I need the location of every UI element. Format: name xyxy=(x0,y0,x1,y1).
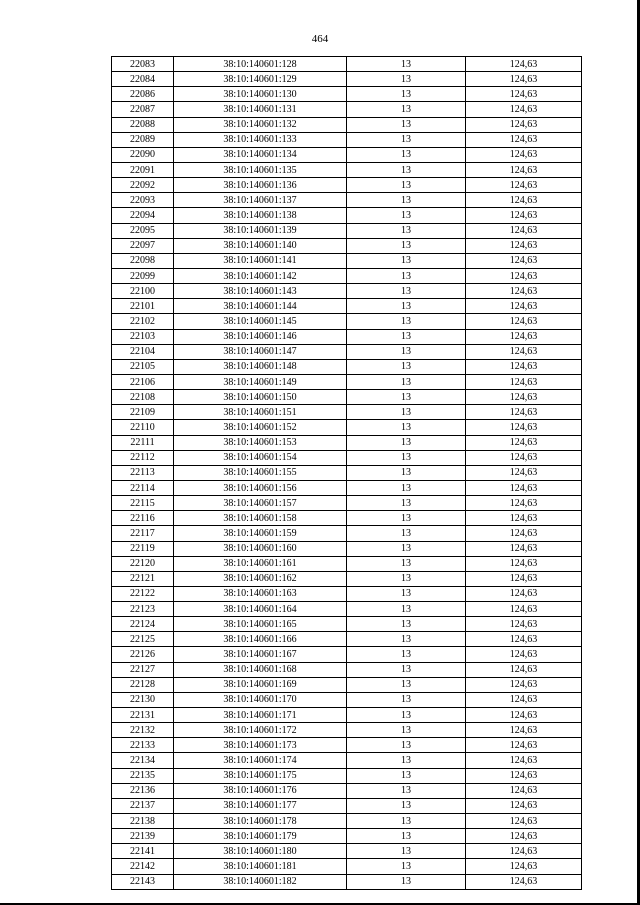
table-row xyxy=(112,874,582,889)
quantity-cell: 13 xyxy=(347,526,466,541)
table-row xyxy=(112,72,582,87)
row-number-cell: 22099 xyxy=(112,268,174,283)
value-cell: 124,63 xyxy=(466,390,582,405)
table-row xyxy=(112,723,582,738)
cadastral-number-cell: 38:10:140601:152 xyxy=(174,420,347,435)
row-number-cell: 22097 xyxy=(112,238,174,253)
row-number-cell: 22101 xyxy=(112,299,174,314)
table-row xyxy=(112,602,582,617)
value-cell: 124,63 xyxy=(466,480,582,495)
row-number-cell: 22133 xyxy=(112,738,174,753)
table-row xyxy=(112,768,582,783)
cadastral-number-cell: 38:10:140601:132 xyxy=(174,117,347,132)
value-cell: 124,63 xyxy=(466,541,582,556)
cadastral-number-cell: 38:10:140601:130 xyxy=(174,87,347,102)
cadastral-number-cell: 38:10:140601:167 xyxy=(174,647,347,662)
cadastral-number-cell: 38:10:140601:179 xyxy=(174,829,347,844)
row-number-cell: 22130 xyxy=(112,692,174,707)
value-cell: 124,63 xyxy=(466,602,582,617)
row-number-cell: 22137 xyxy=(112,798,174,813)
cadastral-number-cell: 38:10:140601:146 xyxy=(174,329,347,344)
cadastral-number-cell: 38:10:140601:180 xyxy=(174,844,347,859)
quantity-cell: 13 xyxy=(347,586,466,601)
cadastral-number-cell: 38:10:140601:174 xyxy=(174,753,347,768)
quantity-cell: 13 xyxy=(347,874,466,889)
row-number-cell: 22116 xyxy=(112,511,174,526)
table-row xyxy=(112,738,582,753)
cadastral-number-cell: 38:10:140601:153 xyxy=(174,435,347,450)
row-number-cell: 22093 xyxy=(112,193,174,208)
row-number-cell: 22095 xyxy=(112,223,174,238)
value-cell: 124,63 xyxy=(466,405,582,420)
row-number-cell: 22126 xyxy=(112,647,174,662)
row-number-cell: 22091 xyxy=(112,162,174,177)
row-number-cell: 22083 xyxy=(112,57,174,72)
row-number-cell: 22138 xyxy=(112,814,174,829)
row-number-cell: 22084 xyxy=(112,72,174,87)
value-cell: 124,63 xyxy=(466,57,582,72)
quantity-cell: 13 xyxy=(347,798,466,813)
table-row xyxy=(112,692,582,707)
table-row xyxy=(112,511,582,526)
cadastral-number-cell: 38:10:140601:156 xyxy=(174,480,347,495)
cadastral-number-cell: 38:10:140601:140 xyxy=(174,238,347,253)
quantity-cell: 13 xyxy=(347,117,466,132)
value-cell: 124,63 xyxy=(466,450,582,465)
cadastral-number-cell: 38:10:140601:147 xyxy=(174,344,347,359)
table-row xyxy=(112,253,582,268)
quantity-cell: 13 xyxy=(347,223,466,238)
cadastral-number-cell: 38:10:140601:177 xyxy=(174,798,347,813)
quantity-cell: 13 xyxy=(347,708,466,723)
quantity-cell: 13 xyxy=(347,783,466,798)
value-cell: 124,63 xyxy=(466,238,582,253)
table-row xyxy=(112,435,582,450)
quantity-cell: 13 xyxy=(347,617,466,632)
quantity-cell: 13 xyxy=(347,314,466,329)
row-number-cell: 22106 xyxy=(112,374,174,389)
value-cell: 124,63 xyxy=(466,586,582,601)
cadastral-number-cell: 38:10:140601:163 xyxy=(174,586,347,601)
value-cell: 124,63 xyxy=(466,556,582,571)
cadastral-number-cell: 38:10:140601:145 xyxy=(174,314,347,329)
value-cell: 124,63 xyxy=(466,496,582,511)
value-cell: 124,63 xyxy=(466,344,582,359)
row-number-cell: 22120 xyxy=(112,556,174,571)
table-row xyxy=(112,753,582,768)
value-cell: 124,63 xyxy=(466,662,582,677)
value-cell: 124,63 xyxy=(466,647,582,662)
quantity-cell: 13 xyxy=(347,829,466,844)
row-number-cell: 22103 xyxy=(112,329,174,344)
table-row xyxy=(112,102,582,117)
cadastral-number-cell: 38:10:140601:164 xyxy=(174,602,347,617)
parcel-table xyxy=(111,56,582,890)
table-row xyxy=(112,314,582,329)
value-cell: 124,63 xyxy=(466,72,582,87)
value-cell: 124,63 xyxy=(466,632,582,647)
value-cell: 124,63 xyxy=(466,829,582,844)
value-cell: 124,63 xyxy=(466,465,582,480)
quantity-cell: 13 xyxy=(347,72,466,87)
cadastral-number-cell: 38:10:140601:149 xyxy=(174,374,347,389)
quantity-cell: 13 xyxy=(347,162,466,177)
quantity-cell: 13 xyxy=(347,450,466,465)
row-number-cell: 22090 xyxy=(112,147,174,162)
cadastral-number-cell: 38:10:140601:129 xyxy=(174,72,347,87)
row-number-cell: 22087 xyxy=(112,102,174,117)
row-number-cell: 22098 xyxy=(112,253,174,268)
table-row xyxy=(112,480,582,495)
table-body xyxy=(112,57,582,890)
cadastral-number-cell: 38:10:140601:162 xyxy=(174,571,347,586)
row-number-cell: 22088 xyxy=(112,117,174,132)
cadastral-number-cell: 38:10:140601:168 xyxy=(174,662,347,677)
table-row xyxy=(112,526,582,541)
row-number-cell: 22141 xyxy=(112,844,174,859)
quantity-cell: 13 xyxy=(347,602,466,617)
row-number-cell: 22124 xyxy=(112,617,174,632)
table-row xyxy=(112,117,582,132)
value-cell: 124,63 xyxy=(466,571,582,586)
row-number-cell: 22100 xyxy=(112,284,174,299)
cadastral-number-cell: 38:10:140601:175 xyxy=(174,768,347,783)
quantity-cell: 13 xyxy=(347,814,466,829)
cadastral-number-cell: 38:10:140601:128 xyxy=(174,57,347,72)
value-cell: 124,63 xyxy=(466,738,582,753)
table-row xyxy=(112,450,582,465)
value-cell: 124,63 xyxy=(466,132,582,147)
row-number-cell: 22111 xyxy=(112,435,174,450)
table-row xyxy=(112,556,582,571)
cadastral-number-cell: 38:10:140601:151 xyxy=(174,405,347,420)
table-row xyxy=(112,617,582,632)
quantity-cell: 13 xyxy=(347,571,466,586)
row-number-cell: 22115 xyxy=(112,496,174,511)
cadastral-number-cell: 38:10:140601:141 xyxy=(174,253,347,268)
quantity-cell: 13 xyxy=(347,435,466,450)
value-cell: 124,63 xyxy=(466,314,582,329)
table-row xyxy=(112,268,582,283)
cadastral-number-cell: 38:10:140601:171 xyxy=(174,708,347,723)
quantity-cell: 13 xyxy=(347,677,466,692)
value-cell: 124,63 xyxy=(466,526,582,541)
row-number-cell: 22135 xyxy=(112,768,174,783)
value-cell: 124,63 xyxy=(466,768,582,783)
quantity-cell: 13 xyxy=(347,238,466,253)
value-cell: 124,63 xyxy=(466,193,582,208)
value-cell: 124,63 xyxy=(466,284,582,299)
quantity-cell: 13 xyxy=(347,541,466,556)
table-row xyxy=(112,571,582,586)
cadastral-number-cell: 38:10:140601:143 xyxy=(174,284,347,299)
table-row xyxy=(112,814,582,829)
table-row xyxy=(112,662,582,677)
row-number-cell: 22092 xyxy=(112,178,174,193)
value-cell: 124,63 xyxy=(466,814,582,829)
row-number-cell: 22086 xyxy=(112,87,174,102)
row-number-cell: 22089 xyxy=(112,132,174,147)
cadastral-number-cell: 38:10:140601:178 xyxy=(174,814,347,829)
value-cell: 124,63 xyxy=(466,435,582,450)
value-cell: 124,63 xyxy=(466,420,582,435)
cadastral-number-cell: 38:10:140601:133 xyxy=(174,132,347,147)
row-number-cell: 22121 xyxy=(112,571,174,586)
cadastral-number-cell: 38:10:140601:148 xyxy=(174,359,347,374)
row-number-cell: 22131 xyxy=(112,708,174,723)
value-cell: 124,63 xyxy=(466,753,582,768)
value-cell: 124,63 xyxy=(466,253,582,268)
cadastral-number-cell: 38:10:140601:165 xyxy=(174,617,347,632)
quantity-cell: 13 xyxy=(347,738,466,753)
row-number-cell: 22125 xyxy=(112,632,174,647)
value-cell: 124,63 xyxy=(466,208,582,223)
value-cell: 124,63 xyxy=(466,708,582,723)
table-row xyxy=(112,783,582,798)
table-row xyxy=(112,299,582,314)
quantity-cell: 13 xyxy=(347,268,466,283)
cadastral-number-cell: 38:10:140601:154 xyxy=(174,450,347,465)
table-row xyxy=(112,859,582,874)
quantity-cell: 13 xyxy=(347,344,466,359)
row-number-cell: 22110 xyxy=(112,420,174,435)
row-number-cell: 22139 xyxy=(112,829,174,844)
table-row xyxy=(112,329,582,344)
value-cell: 124,63 xyxy=(466,692,582,707)
quantity-cell: 13 xyxy=(347,132,466,147)
value-cell: 124,63 xyxy=(466,844,582,859)
quantity-cell: 13 xyxy=(347,511,466,526)
table-row xyxy=(112,798,582,813)
row-number-cell: 22109 xyxy=(112,405,174,420)
table-row xyxy=(112,496,582,511)
row-number-cell: 22136 xyxy=(112,783,174,798)
quantity-cell: 13 xyxy=(347,390,466,405)
row-number-cell: 22128 xyxy=(112,677,174,692)
value-cell: 124,63 xyxy=(466,268,582,283)
row-number-cell: 22105 xyxy=(112,359,174,374)
quantity-cell: 13 xyxy=(347,420,466,435)
table-row xyxy=(112,344,582,359)
quantity-cell: 13 xyxy=(347,208,466,223)
table-row xyxy=(112,193,582,208)
table-row xyxy=(112,647,582,662)
quantity-cell: 13 xyxy=(347,87,466,102)
value-cell: 124,63 xyxy=(466,147,582,162)
table-row xyxy=(112,405,582,420)
value-cell: 124,63 xyxy=(466,178,582,193)
quantity-cell: 13 xyxy=(347,753,466,768)
table-row xyxy=(112,829,582,844)
value-cell: 124,63 xyxy=(466,723,582,738)
quantity-cell: 13 xyxy=(347,556,466,571)
value-cell: 124,63 xyxy=(466,374,582,389)
cadastral-number-cell: 38:10:140601:134 xyxy=(174,147,347,162)
row-number-cell: 22127 xyxy=(112,662,174,677)
cadastral-number-cell: 38:10:140601:142 xyxy=(174,268,347,283)
quantity-cell: 13 xyxy=(347,193,466,208)
quantity-cell: 13 xyxy=(347,178,466,193)
cadastral-number-cell: 38:10:140601:138 xyxy=(174,208,347,223)
cadastral-number-cell: 38:10:140601:172 xyxy=(174,723,347,738)
cadastral-number-cell: 38:10:140601:150 xyxy=(174,390,347,405)
quantity-cell: 13 xyxy=(347,405,466,420)
table-row xyxy=(112,178,582,193)
value-cell: 124,63 xyxy=(466,162,582,177)
value-cell: 124,63 xyxy=(466,223,582,238)
value-cell: 124,63 xyxy=(466,117,582,132)
row-number-cell: 22117 xyxy=(112,526,174,541)
table-row xyxy=(112,420,582,435)
cadastral-number-cell: 38:10:140601:176 xyxy=(174,783,347,798)
cadastral-number-cell: 38:10:140601:131 xyxy=(174,102,347,117)
table-row xyxy=(112,586,582,601)
cadastral-number-cell: 38:10:140601:155 xyxy=(174,465,347,480)
quantity-cell: 13 xyxy=(347,632,466,647)
cadastral-number-cell: 38:10:140601:157 xyxy=(174,496,347,511)
row-number-cell: 22113 xyxy=(112,465,174,480)
value-cell: 124,63 xyxy=(466,299,582,314)
value-cell: 124,63 xyxy=(466,359,582,374)
value-cell: 124,63 xyxy=(466,677,582,692)
quantity-cell: 13 xyxy=(347,465,466,480)
quantity-cell: 13 xyxy=(347,662,466,677)
table-row xyxy=(112,374,582,389)
cadastral-number-cell: 38:10:140601:166 xyxy=(174,632,347,647)
quantity-cell: 13 xyxy=(347,480,466,495)
table-row xyxy=(112,541,582,556)
quantity-cell: 13 xyxy=(347,253,466,268)
cadastral-number-cell: 38:10:140601:181 xyxy=(174,859,347,874)
quantity-cell: 13 xyxy=(347,844,466,859)
quantity-cell: 13 xyxy=(347,374,466,389)
quantity-cell: 13 xyxy=(347,359,466,374)
quantity-cell: 13 xyxy=(347,723,466,738)
value-cell: 124,63 xyxy=(466,783,582,798)
table-row xyxy=(112,132,582,147)
row-number-cell: 22114 xyxy=(112,480,174,495)
cadastral-number-cell: 38:10:140601:135 xyxy=(174,162,347,177)
quantity-cell: 13 xyxy=(347,329,466,344)
cadastral-number-cell: 38:10:140601:182 xyxy=(174,874,347,889)
quantity-cell: 13 xyxy=(347,496,466,511)
row-number-cell: 22102 xyxy=(112,314,174,329)
row-number-cell: 22108 xyxy=(112,390,174,405)
row-number-cell: 22123 xyxy=(112,602,174,617)
quantity-cell: 13 xyxy=(347,57,466,72)
cadastral-number-cell: 38:10:140601:161 xyxy=(174,556,347,571)
row-number-cell: 22094 xyxy=(112,208,174,223)
row-number-cell: 22143 xyxy=(112,874,174,889)
value-cell: 124,63 xyxy=(466,511,582,526)
table-row xyxy=(112,359,582,374)
table-row xyxy=(112,147,582,162)
quantity-cell: 13 xyxy=(347,102,466,117)
row-number-cell: 22112 xyxy=(112,450,174,465)
cadastral-number-cell: 38:10:140601:136 xyxy=(174,178,347,193)
value-cell: 124,63 xyxy=(466,329,582,344)
table-row xyxy=(112,57,582,72)
value-cell: 124,63 xyxy=(466,798,582,813)
row-number-cell: 22119 xyxy=(112,541,174,556)
quantity-cell: 13 xyxy=(347,284,466,299)
quantity-cell: 13 xyxy=(347,692,466,707)
cadastral-number-cell: 38:10:140601:144 xyxy=(174,299,347,314)
cadastral-number-cell: 38:10:140601:159 xyxy=(174,526,347,541)
row-number-cell: 22134 xyxy=(112,753,174,768)
page-number: 464 xyxy=(311,33,329,45)
table-row xyxy=(112,708,582,723)
cadastral-number-cell: 38:10:140601:160 xyxy=(174,541,347,556)
table-row xyxy=(112,208,582,223)
table-row xyxy=(112,677,582,692)
row-number-cell: 22142 xyxy=(112,859,174,874)
table-row xyxy=(112,162,582,177)
value-cell: 124,63 xyxy=(466,87,582,102)
row-number-cell: 22132 xyxy=(112,723,174,738)
cadastral-number-cell: 38:10:140601:137 xyxy=(174,193,347,208)
cadastral-number-cell: 38:10:140601:173 xyxy=(174,738,347,753)
value-cell: 124,63 xyxy=(466,874,582,889)
value-cell: 124,63 xyxy=(466,102,582,117)
table-row xyxy=(112,632,582,647)
quantity-cell: 13 xyxy=(347,299,466,314)
cadastral-number-cell: 38:10:140601:170 xyxy=(174,692,347,707)
quantity-cell: 13 xyxy=(347,859,466,874)
row-number-cell: 22122 xyxy=(112,586,174,601)
cadastral-number-cell: 38:10:140601:158 xyxy=(174,511,347,526)
quantity-cell: 13 xyxy=(347,768,466,783)
quantity-cell: 13 xyxy=(347,147,466,162)
cadastral-number-cell: 38:10:140601:169 xyxy=(174,677,347,692)
cadastral-number-cell: 38:10:140601:139 xyxy=(174,223,347,238)
value-cell: 124,63 xyxy=(466,617,582,632)
table-row xyxy=(112,238,582,253)
table-row xyxy=(112,223,582,238)
table-row xyxy=(112,284,582,299)
row-number-cell: 22104 xyxy=(112,344,174,359)
value-cell: 124,63 xyxy=(466,859,582,874)
table-row xyxy=(112,87,582,102)
table-row xyxy=(112,465,582,480)
table-row xyxy=(112,390,582,405)
table-row xyxy=(112,844,582,859)
quantity-cell: 13 xyxy=(347,647,466,662)
